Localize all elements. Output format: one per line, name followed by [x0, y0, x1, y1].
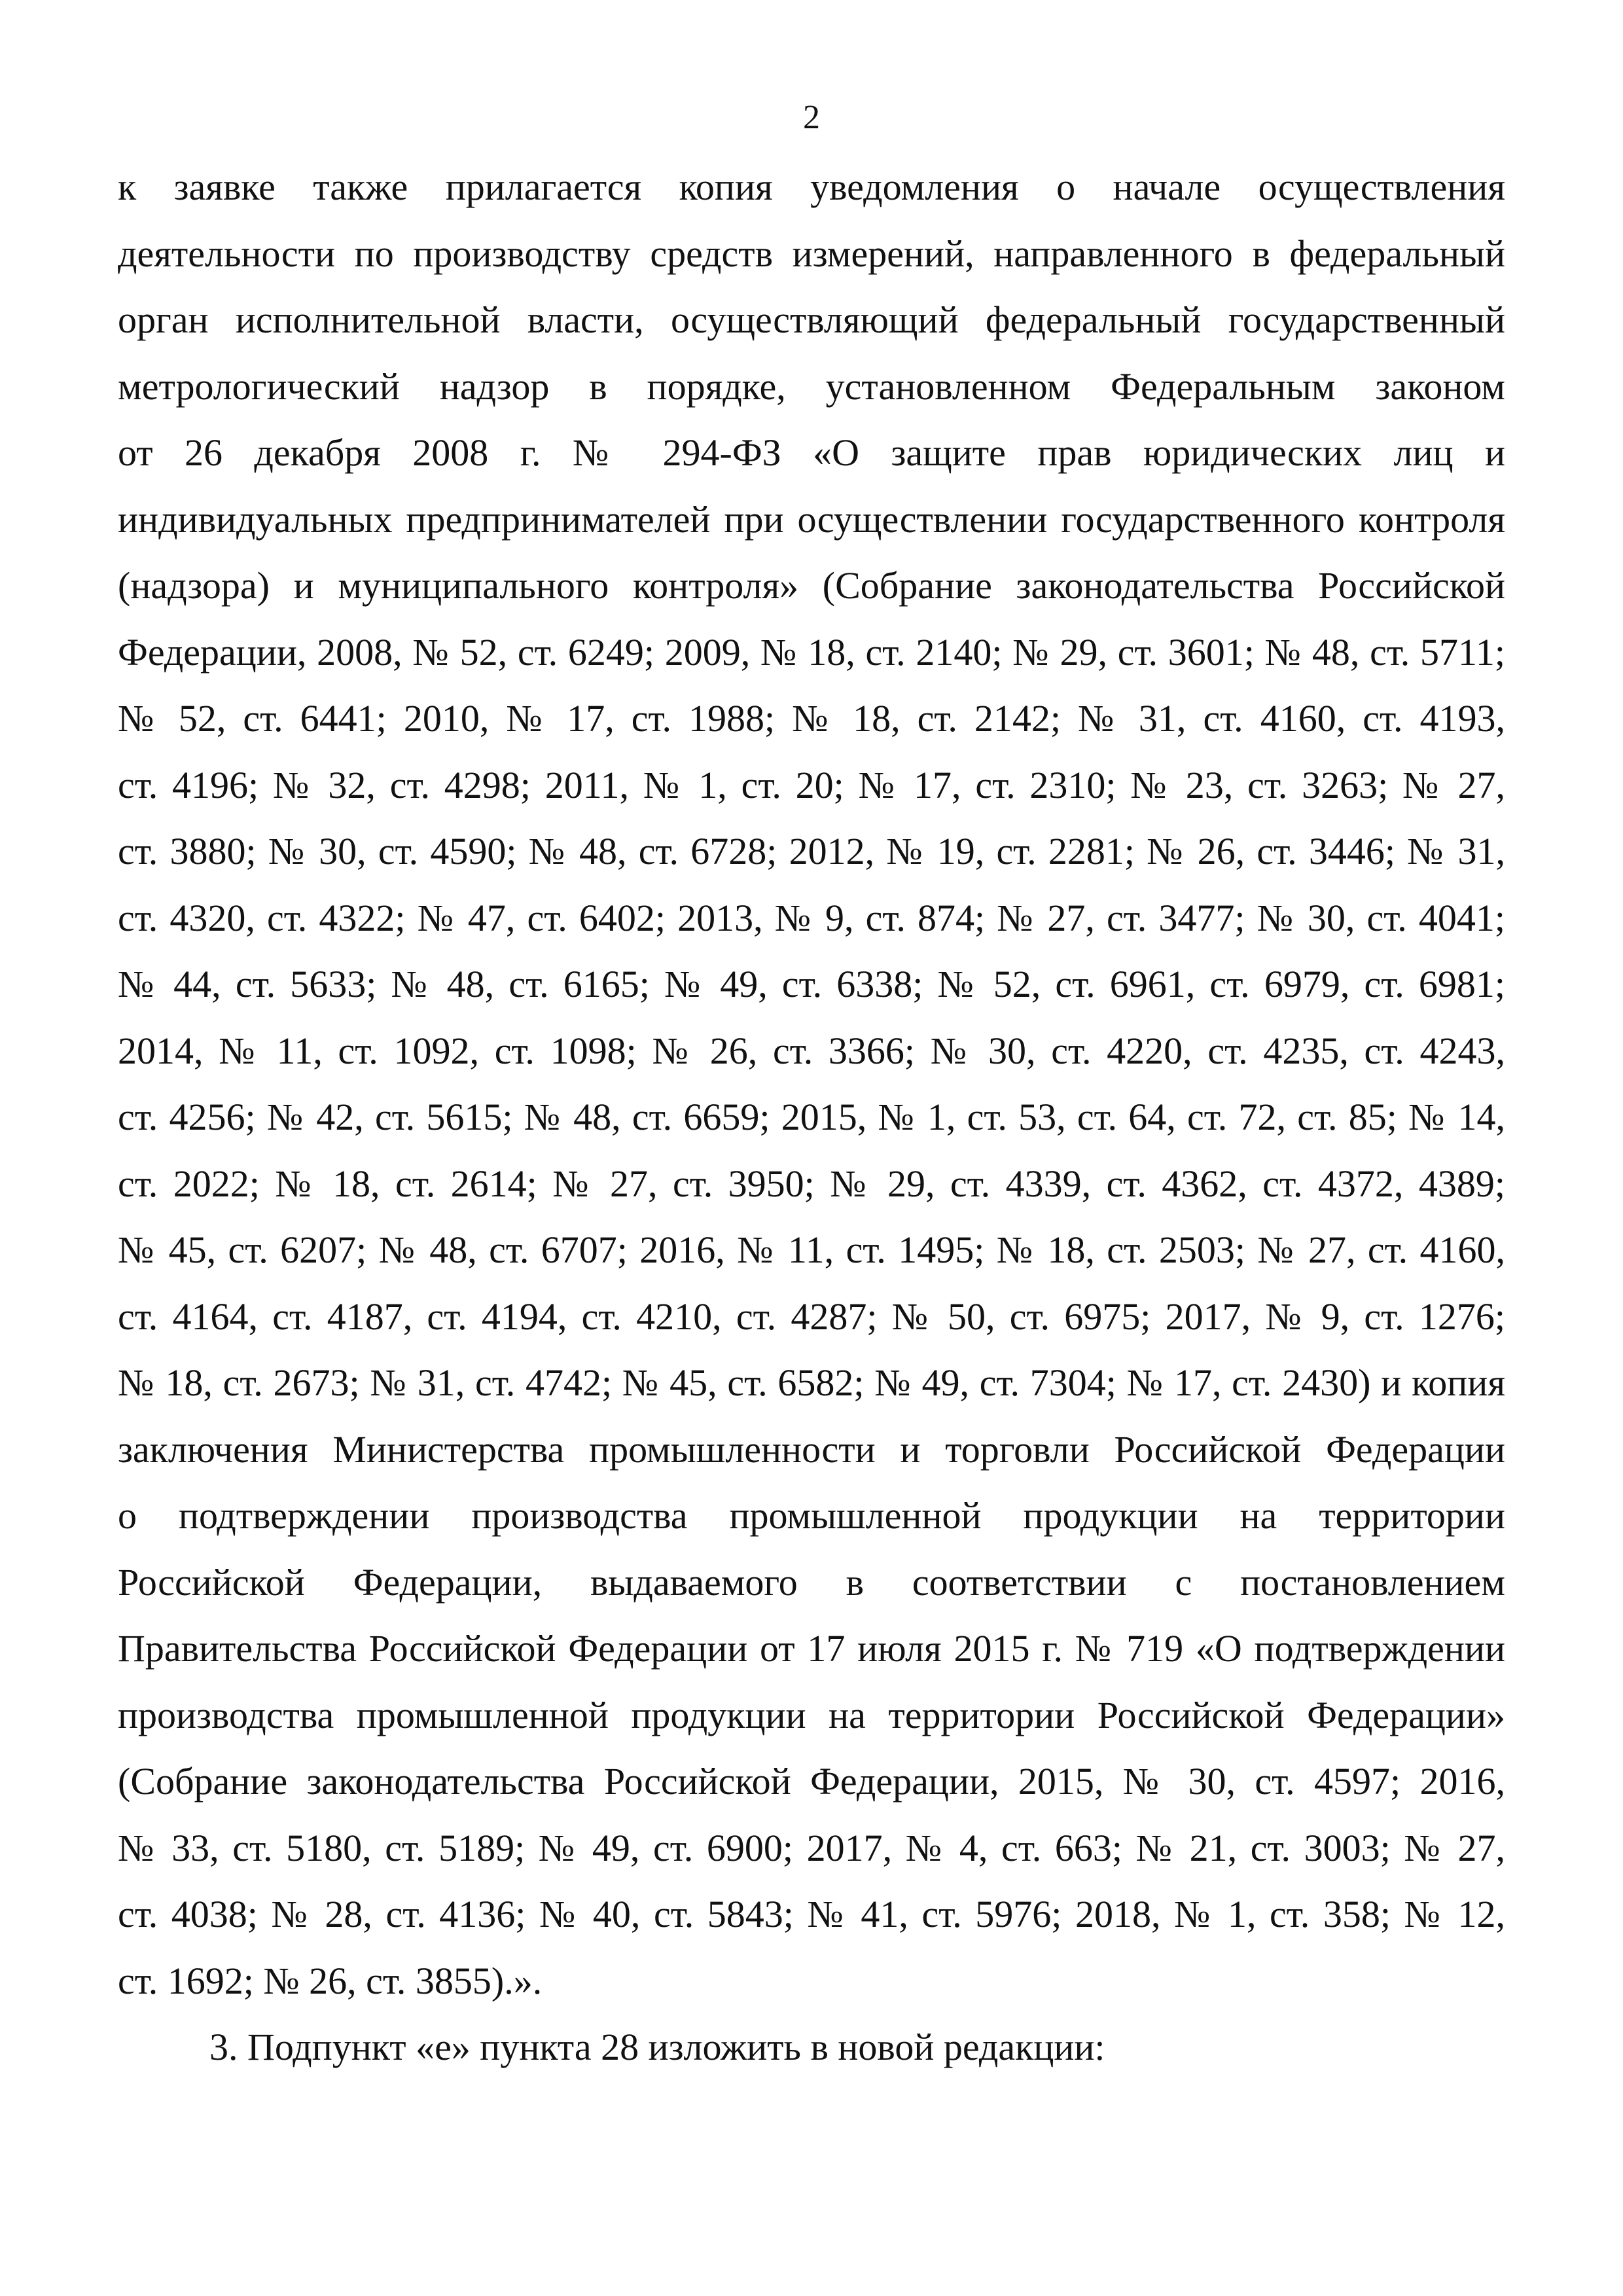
text-line: № 44, ст. 5633; № 48, ст. 6165; № 49, ст. 6338; № 52, ст. 6961, ст. 6979, ст. 6981; — [118, 963, 1505, 1005]
text-line: ст. 3880; № 30, ст. 4590; № 48, ст. 6728; 2012, № 19, ст. 2281; № 26, ст. 3446; № 31, — [118, 830, 1505, 872]
text-line: о подтверждении производства промышленной продукции на территории — [118, 1494, 1505, 1537]
text-line: ст. 4196; № 32, ст. 4298; 2011, № 1, ст. 20; № 17, ст. 2310; № 23, ст. 3263; № 27, — [118, 763, 1505, 806]
text-line: 3. Подпункт «е» пункта 28 изложить в новой редакции: — [209, 2026, 1105, 2068]
text-line: индивидуальных предпринимателей при осуществлении государственного контроля — [118, 497, 1505, 541]
text-line: ст. 4038; № 28, ст. 4136; № 40, ст. 5843; № 41, ст. 5976; 2018, № 1, ст. 358; № 12, — [118, 1893, 1505, 1935]
paragraph-1 — [118, 154, 1505, 2014]
text-line: 2014, № 11, ст. 1092, ст. 1098; № 26, ст. 3366; № 30, ст. 4220, ст. 4235, ст. 4243, — [118, 1029, 1505, 1072]
text-line: от 26 декабря 2008 г. № 294-ФЗ «О защите прав юридических лиц и — [118, 431, 1505, 474]
text-line: заключения Министерства промышленности и торговли Российской Федерации — [118, 1427, 1505, 1471]
text-line: ст. 4256; № 42, ст. 5615; № 48, ст. 6659; 2015, № 1, ст. 53, ст. 64, ст. 72, ст. 85; № 14, — [118, 1096, 1505, 1138]
text-line: № 18, ст. 2673; № 31, ст. 4742; № 45, ст. 6582; № 49, ст. 7304; № 17, ст. 2430) и копия — [118, 1361, 1505, 1404]
text-line: № 45, ст. 6207; № 48, ст. 6707; 2016, № 11, ст. 1495; № 18, ст. 2503; № 27, ст. 4160, — [118, 1229, 1505, 1271]
text-line: производства промышленной продукции на территории Российской Федерации» — [118, 1693, 1505, 1736]
text-line: Правительства Российской Федерации от 17 июля 2015 г. № 719 «О подтверждении — [118, 1627, 1505, 1670]
text-line: ст. 2022; № 18, ст. 2614; № 27, ст. 3950; № 29, ст. 4339, ст. 4362, ст. 4372, 4389; — [118, 1162, 1505, 1205]
text-line: ст. 1692; № 26, ст. 3855).». — [118, 1959, 543, 2002]
text-line: деятельности по производству средств измерений, направленного в федеральный — [118, 232, 1505, 275]
text-line: (надзора) и муниципального контроля» (Собрание законодательства Российской — [118, 564, 1505, 607]
text-line: орган исполнительной власти, осуществляющий федеральный государственный — [118, 298, 1505, 341]
page-number: 2 — [803, 99, 820, 136]
text-line: Федерации, 2008, № 52, ст. 6249; 2009, № 18, ст. 2140; № 29, ст. 3601; № 48, ст. 5711; — [118, 630, 1505, 673]
text-line: ст. 4164, ст. 4187, ст. 4194, ст. 4210, ст. 4287; № 50, ст. 6975; 2017, № 9, ст. 1276; — [118, 1295, 1505, 1338]
text-line: № 52, ст. 6441; 2010, № 17, ст. 1988; № 18, ст. 2142; № 31, ст. 4160, ст. 4193, — [118, 697, 1505, 740]
text-line: Российской Федерации, выдаваемого в соответствии с постановлением — [118, 1560, 1505, 1604]
text-line: ст. 4320, ст. 4322; № 47, ст. 6402; 2013, № 9, ст. 874; № 27, ст. 3477; № 30, ст. 4041; — [118, 896, 1505, 939]
text-line: № 33, ст. 5180, ст. 5189; № 49, ст. 6900; 2017, № 4, ст. 663; № 21, ст. 3003; № 27, — [118, 1826, 1505, 1869]
text-line: (Собрание законодательства Российской Федерации, 2015, № 30, ст. 4597; 2016, — [118, 1760, 1505, 1803]
body-text — [118, 154, 1505, 2081]
text-line: к заявке также прилагается копия уведомления о начале осуществления — [118, 166, 1505, 208]
text-line: метрологический надзор в порядке, установленном Федеральным законом — [118, 365, 1505, 408]
paragraph-2 — [118, 2014, 1505, 2081]
